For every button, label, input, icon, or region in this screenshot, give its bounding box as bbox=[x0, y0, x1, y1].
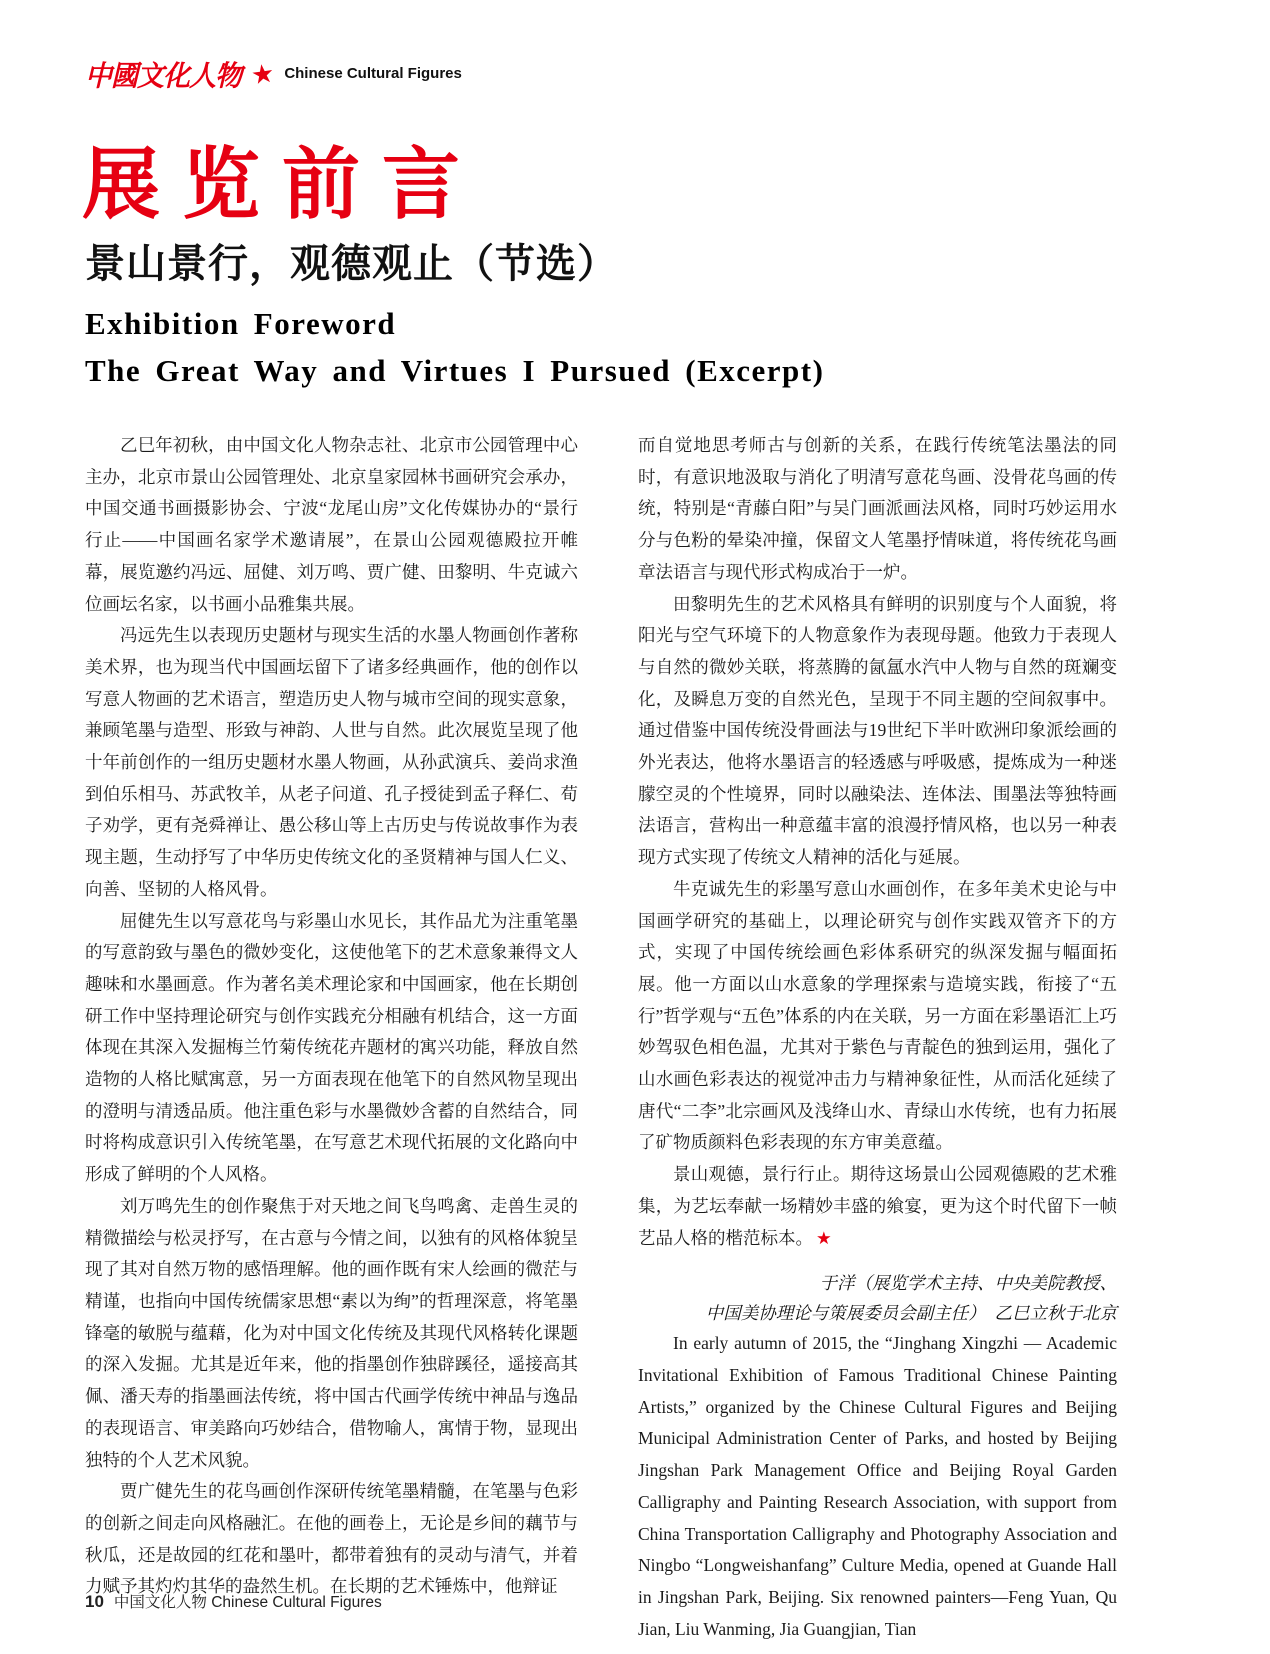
byline-line2: 中国美协理论与策展委员会副主任） 乙巳立秋于北京 bbox=[705, 1303, 1117, 1324]
paragraph-jiaguangjian-continued: 而自觉地思考师古与创新的关系，在践行传统笔法墨法的同时，有意识地汲取与消化了明清写意花鸟画、没骨花鸟画的传统，特别是“青藤白阳”与吴门画派画法风格，同时巧妙运用水分与色粉的晕染冲撞，保留文人笔墨抒情味道，将传统花鸟画章法语言与现代形式构成冶于一炉。 bbox=[638, 435, 1117, 582]
article-body bbox=[85, 430, 1117, 1645]
paragraph-fengyuan: 冯远先生以表现历史题材与现实生活的水墨人物画创作著称美术界，也为现当代中国画坛留下了诸多经典画作，他的创作以写意人物画的艺术语言，塑造历史人物与城市空间的现实意象，兼顾笔墨与造型、形致与神韵、人世与自然。此次展览呈现了他十年前创作的一组历史题材水墨人物画，从孙武演兵、姜尚求渔到伯乐相马、苏武牧羊，从老子问道、孔子授徒到孟子释仁、荀子劝学，更有尧舜禅让、愚公移山等上古历史与传说故事作为表现主题，生动抒写了中华历史传统文化的圣贤精神与国人仁义、向善、坚韧的人格风骨。 bbox=[85, 625, 578, 899]
paragraph-intro: 乙巳年初秋，由中国文化人物杂志社、北京市公园管理中心主办，北京市景山公园管理处、北京皇家园林书画研究会承办，中国交通书画摄影协会、宁波“龙尾山房”文化传媒协办的“景行行止——中国画名家学术邀请展”，在景山公园观德殿拉开帷幕，展览邀约冯远、屈健、刘万鸣、贾广健、田黎明、牛克诚六位画坛名家，以书画小品雅集共展。 bbox=[85, 435, 578, 614]
english-title-line1: Exhibition Foreword bbox=[85, 306, 397, 341]
page-title: 展览前言 bbox=[82, 140, 483, 228]
footer-text: 中国文化人物 Chinese Cultural Figures bbox=[113, 1594, 382, 1611]
closing-text: 景山观德，景行行止。期待这场景山公园观德殿的艺术雅集，为艺坛奉献一场精妙丰盛的飨宴，更为这个时代留下一帧艺品人格的楷范标本。 bbox=[638, 1164, 1117, 1248]
page-subtitle: 景山景行，观德观止（节选） bbox=[85, 242, 618, 286]
brand-header bbox=[85, 54, 462, 93]
english-paragraph: In early autumn of 2015, the “Jinghang Xingzhi — Academic Invitational Exhibition of Famous Traditional Chinese Painting Artists,” organized by the Chinese Cultural Figures and Beijing Municipal Administration Center of Parks, and hosted by Beijing Jingshan Park Management Office and Beijing Royal Garden Calligraphy and Painting Research Association, with support from China Transportation Calligraphy and Photography Association and Ningbo “Longweishanfang” Culture Media, opened at Guande Hall in Jingshan Park, Beijing. Six renowned painters—Feng Yuan, Qu Jian, Liu Wanming, Jia Guangjian, Tian bbox=[638, 1333, 1117, 1639]
byline-line1: 于洋（展览学术主持、中央美院教授、 bbox=[819, 1273, 1117, 1294]
paragraph-qujian: 屈健先生以写意花鸟与彩墨山水见长，其作品尤为注重笔墨的写意韵致与墨色的微妙变化，这使他笔下的艺术意象兼得文人趣味和水墨画意。作为著名美术理论家和中国画家，他在长期创研工作中坚持理论研究与创作实践充分相融有机结合，这一方面体现在其深入发掘梅兰竹菊传统花卉题材的寓兴功能，释放自然造物的人格比赋寓意，另一方面表现在他笔下的自然风物呈现出的澄明与清透品质。他注重色彩与水墨微妙含蓄的自然结合，同时将构成意识引入传统笔墨，在写意艺术现代拓展的文化路向中形成了鲜明的个人风格。 bbox=[85, 910, 578, 1185]
paragraph-closing bbox=[638, 1159, 1117, 1254]
brand-logo-chinese: 中國文化人物 bbox=[85, 60, 241, 93]
right-column bbox=[638, 430, 1117, 1645]
brand-logo-english: Chinese Cultural Figures bbox=[284, 65, 462, 82]
star-icon: ★ bbox=[249, 57, 277, 90]
page-number: 10 bbox=[85, 1592, 104, 1611]
paragraph-niukecheng: 牛克诚先生的彩墨写意山水画创作，在多年美术史论与中国画学研究的基础上，以理论研究与创作实践双管齐下的方式，实现了中国传统绘画色彩体系研究的纵深发掘与幅面拓展。他一方面以山水意象的学理探索与造境实践，衔接了“五行”哲学观与“五色”体系的内在关联，另一方面在彩墨语汇上巧妙驾驭色相色温，尤其对于紫色与青靛色的独到运用，强化了山水画色彩表达的视觉冲击力与精神象征性，从而活化延续了唐代“二李”北宗画风及浅绛山水、青绿山水传统，也有力拓展了矿物质颜料色彩表现的东方审美意蕴。 bbox=[638, 878, 1117, 1153]
paragraph-liuwanming: 刘万鸣先生的创作聚焦于对天地之间飞鸟鸣禽、走兽生灵的精微描绘与松灵抒写，在古意与今情之间，以独有的风格体貌呈现了其对自然万物的感悟理解。他的画作既有宋人绘画的微茫与精谨，也指向中国传统儒家思想“素以为绚”的哲理深意，将笔墨锋毫的敏脱与蕴藉，化为对中国文化传统及其现代风格转化课题的深入发掘。尤其是近年来，他的指墨创作独辟蹊径，遥接高其佩、潘天寿的指墨画法传统，将中国古代画学传统中神品与逸品的表现语言、审美路向巧妙结合，借物喻人，寓情于物，显现出独特的个人艺术风貌。 bbox=[85, 1195, 578, 1470]
english-title bbox=[85, 300, 824, 394]
paragraph-tianliming: 田黎明先生的艺术风格具有鲜明的识别度与个人面貌，将阳光与空气环境下的人物意象作为表现母题。他致力于表现人与自然的微妙关联，将蒸腾的氤氲水汽中人物与自然的斑斓变化，及瞬息万变的自然光色，呈现于不同主题的空间叙事中。通过借鉴中国传统没骨画法与19世纪下半叶欧洲印象派绘画的外光表达，他将水墨语言的轻透感与呼吸感，提炼成为一种迷朦空灵的个性境界，同时以融染法、连体法、围墨法等独特画法语言，营构出一种意蕴丰富的浪漫抒情风格，也以另一种表现方式实现了传统文人精神的活化与延展。 bbox=[638, 593, 1117, 868]
english-title-line2: The Great Way and Virtues I Pursued (Excerpt) bbox=[85, 353, 825, 388]
paragraph-jiaguangjian-start: 贾广健先生的花鸟画创作深研传统笔墨精髓，在笔墨与色彩的创新之间走向风格融汇。在他的画卷上，无论是乡间的藕节与秋瓜，还是故园的红花和墨叶，都带着独有的灵动与清气，并着力赋予其灼灼其华的盎然生机。在长期的艺术锤炼中，他辩证 bbox=[85, 1481, 578, 1597]
byline bbox=[638, 1268, 1117, 1328]
page-footer bbox=[85, 1590, 382, 1612]
left-column bbox=[85, 430, 578, 1645]
end-star-icon: ★ bbox=[816, 1227, 832, 1248]
